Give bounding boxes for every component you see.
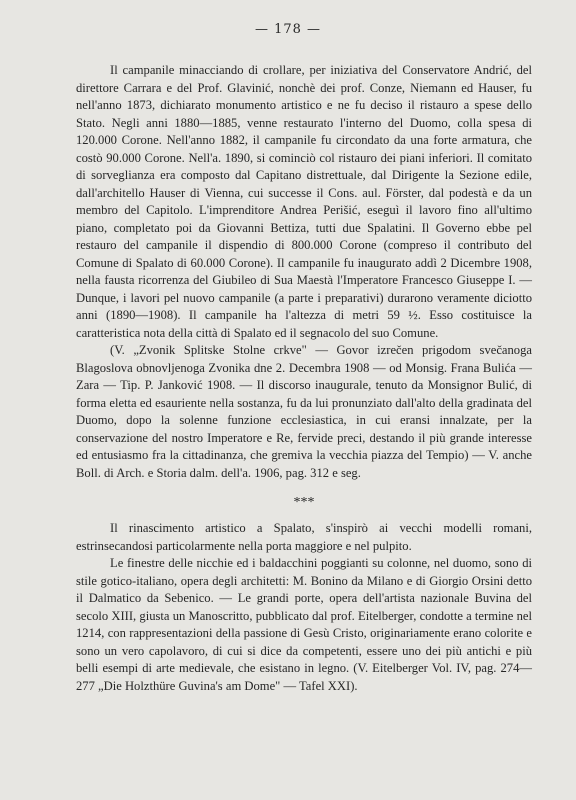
page-text xyxy=(76,62,532,695)
paragraph-rinascimento: Il rinascimento artistico a Spalato, s'inspirò ai vecchi modelli romani, estrinsecandosi particolarmente nella porta maggiore e nel pulpito. xyxy=(76,521,532,553)
paragraph-finestre: Le finestre delle nicchie ed i baldacchini poggianti su colonne, nel duomo, sono di stile gotico-italiano, opera degli architetti: M. Bonino da Milano e di Giorgio Orsini detto il Dalmatico da Sebenico. — Le grandi porte, opera dell'artista nazionale Buvina del secolo XIII, giusta un Manoscritto, pubblicato dal prof. Eitelberger, condotte a termine nel 1214, con rappresentazioni della passione di Gesù Cristo, originariamente erano colorite e sono un vero capolavoro, di cui si dice da competenti, essere uno dei più antichi e più belli esempi di arte medievale, che esistano in legno. (V. Eitelberger Vol. IV, pag. 274—277 „Die Holzthüre Guvina's am Dome" — Tafel XXI). xyxy=(76,556,532,693)
paragraph-reference-note: (V. „Zvonik Splitske Stolne crkve" — Govor izrečen prigodom svečanoga Blagoslova obnovljenoga Zvonika dne 2. Decembra 1908 — od Monsig. Frana Bulića — Zara — Tip. P. Janković 1908. — Il discorso inaugurale, tenuto da Monsignor Bulić, di forma eletta ed esauriente nella sostanza, fu da lui pronunziato dall'alto della gradinata del Duomo, dopo la solenne funzione ecclesiastica, in cui eransi innalzate, per la conservazione del nostro Imperatore e Re, fervide preci, destando il più grande interesse ed entusiasmo fra la cittadinanza, che gremiva la vecchia piazza del Tempio) — V. anche Boll. di Arch. e Storia dalm. dell'a. 1906, pag. 312 e seg. xyxy=(76,343,532,480)
paragraph-campanile: Il campanile minacciando di crollare, per iniziativa del Conservatore Andrić, del direttore Carrara e del Prof. Glavinić, nonchè dei prof. Conze, Niemann ed Hauser, fu nell'anno 1873, dichiarato monumento artistico e ne fu deciso il ristauro a spese dello Stato. Negli anni 1880—1885, venne restaurato l'interno del Duomo, colla spesa di 120.000 Corone. Nell'anno 1882, il campanile fu circondato da una forte armatura, che costò 90.000 Corone. Nell'a. 1890, si cominciò col ristauro dei piani inferiori. Il comitato di sorveglianza era composto dal Capitano distrettuale, dal Dirigente la Sezione edile, dall'architello Hauser di Vienna, cui successe il Cons. aul. Förster, dal podestà e da un membro del Capitolo. L'imprenditore Andrea Perišić, eseguì il lavoro fino all'ultimo piano, completato poi da Giovanni Bettiza, tutti due Spalatini. Il Governo ebbe pel restauro del campanile il dispendio di 800.000 Corone (compreso il contributo del Comune di Spalato di 60.000 Corone). Il campanile fu inaugurato addì 2 Dicembre 1908, nella fausta ricorrenza del Giubileo di Sua Maestà l'Imperatore Francesco Giuseppe I. — Dunque, i lavori pel nuovo campanile (a parte i preparativi) durarono veramente diciotto anni (1890—1908). Il campanile ha l'altezza di metri 59 ½. Esso costituisce la caratteristica nota della città di Spalato ed il segnacolo del suo Comune. xyxy=(76,63,532,340)
page-number: — 178 — xyxy=(254,22,322,37)
asterism-divider: *** xyxy=(293,495,315,510)
